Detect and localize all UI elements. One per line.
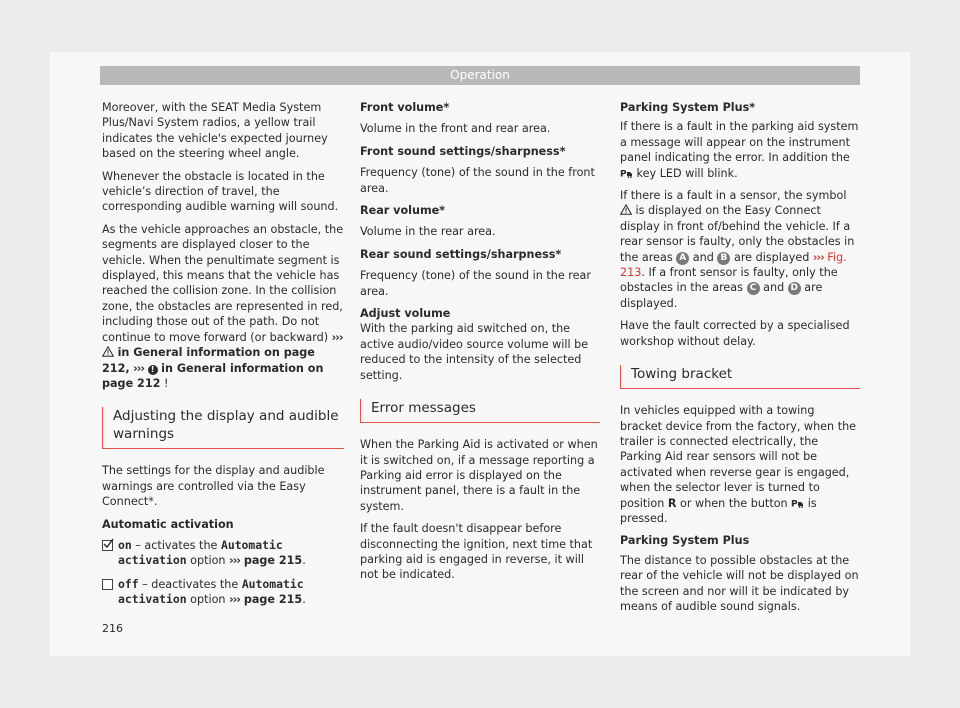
warning-triangle-icon — [620, 204, 632, 215]
cross-reference-arrows: ››› — [133, 361, 145, 375]
info-icon: ! — [148, 365, 158, 375]
option-automatic-on: on – activates the Automatic activation option ››› page 215. — [102, 538, 344, 569]
page-number: 216 — [102, 622, 123, 635]
paragraph: If there is a fault in a sensor, the symbol is displayed on the Easy Connect display in front of/behind the vehicle. If a rear sensor is faulty, only the obstacles in the areas A and B are displayed ››› Fig. 213. If a front sensor is faulty, only the obstacles in the areas C and D are displayed. — [620, 189, 855, 310]
paragraph: In vehicles equipped with a towing bracket device from the factory, when the trailer is connected electrically, the Parking Aid rear sensors will not be activated when reverse gear is engaged, when the selector lever is turned to position R or when the button P is pressed. — [620, 404, 857, 525]
area-badge: C — [747, 282, 760, 295]
area-badge: D — [788, 282, 801, 295]
cross-reference-link[interactable]: page 215 — [239, 593, 303, 607]
cross-reference-arrows: ››› — [331, 330, 343, 344]
paragraph-warning: As the vehicle approaches an obstacle, the segments are displayed closer to the vehicle. When the penultimate segment is displayed, this means that the vehicle has reached the collision zone. In the collision zone, the obstacles are represented in red, including those out of the path. Do not continue to move forward (or backward) ››› in General information on page 212, ››› ! in General information on page 212 ! — [102, 222, 344, 390]
setting-title: Front volume* — [360, 101, 450, 114]
setting-description: Frequency (tone) of the sound in the front area. — [360, 166, 595, 195]
parking-key-icon — [620, 168, 633, 178]
paragraph: Whenever the obstacle is located in the vehicle’s direction of travel, the corresponding audible warning will sound. — [102, 169, 339, 214]
checked-box-icon — [102, 540, 113, 551]
setting-description: Volume in the front and rear area. — [360, 122, 551, 136]
area-badge: A — [676, 252, 689, 265]
area-badge: B — [717, 252, 730, 265]
setting-title: Front sound settings/sharpness* — [360, 144, 566, 158]
paragraph: If the fault doesn't disappear before disconnecting the ignition, next time that parking aid is engaged in reverse, it will not be indicated. — [360, 522, 593, 582]
paragraph: Have the fault corrected by a specialised workshop without delay. — [620, 319, 850, 348]
column-3 — [620, 100, 860, 621]
paragraph: The distance to possible obstacles at the rear of the vehicle will not be displayed on the screen and nor will it be indicated by means of audible sound signals. — [620, 553, 859, 613]
column-2 — [360, 100, 600, 590]
option-automatic-off: off – deactivates the Automatic activation option ››› page 215. — [102, 577, 344, 608]
svg-text:P: P — [791, 499, 798, 508]
cross-reference-link[interactable]: page 215 — [239, 554, 303, 568]
section-heading: Towing bracket — [620, 365, 860, 389]
setting-title: Adjust volume — [360, 307, 451, 321]
page-header — [100, 66, 860, 85]
column-1 — [102, 100, 344, 616]
section-heading: Adjusting the display and audible warnings — [102, 407, 344, 449]
paragraph: Moreover, with the SEAT Media System Plus/Navi System radios, a yellow trail indicates the vehicle's expected journey based on the steering wheel angle. — [102, 101, 328, 161]
section-heading: Error messages — [360, 399, 600, 423]
paragraph: The settings for the display and audible warnings are controlled via the Easy Connect*. — [102, 464, 325, 509]
setting-description: With the parking aid switched on, the active audio/video source volume will be reduced to the intensity of the selected setting. — [360, 322, 589, 382]
setting-title: Parking System Plus* — [620, 101, 756, 114]
setting-title: Rear volume* — [360, 204, 446, 218]
empty-box-icon — [102, 579, 113, 590]
warning-triangle-icon — [102, 346, 114, 357]
svg-text:P: P — [620, 169, 627, 178]
subheading: Automatic activation — [102, 517, 234, 531]
figure-link[interactable]: Fig. 213 — [620, 250, 847, 280]
cross-reference-link[interactable]: in General information on page 212, — [102, 346, 315, 375]
cross-reference-link[interactable]: in General information on page 212 — [102, 361, 324, 390]
setting-title: Rear sound settings/sharpness* — [360, 247, 562, 261]
page-header-title: Operation — [450, 68, 510, 82]
parking-key-icon — [791, 498, 804, 508]
setting-title: Parking System Plus — [620, 534, 750, 548]
paragraph: If there is a fault in the parking aid system a message will appear on the instrument panel indicating the error. In addition the P key LED will blink. — [620, 120, 859, 180]
setting-description: Frequency (tone) of the sound in the rear area. — [360, 269, 591, 298]
manual-page — [50, 52, 910, 656]
setting-description: Volume in the rear area. — [360, 225, 496, 239]
paragraph: When the Parking Aid is activated or when it is switched on, if a message reporting a Parking aid error is displayed on the instrument panel, there is a fault in the system. — [360, 438, 598, 513]
